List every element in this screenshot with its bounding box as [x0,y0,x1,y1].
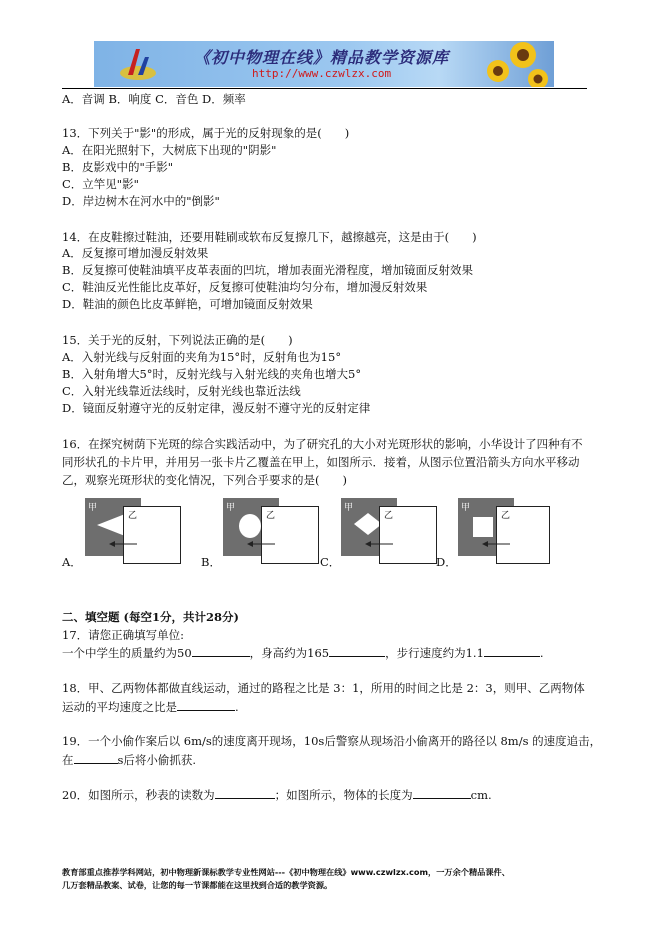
q16-line-1: 16．在探究树荫下光斑的综合实践活动中，为了研究孔的大小对光斑形状的影响，小华设计了四种有不 [62,437,583,451]
q18-text: 运动的平均速度之比是 [62,700,177,714]
q20-line [62,787,492,802]
q19-text-b: s后将小偷抓获. [117,753,197,767]
q14-option-a: A．反复擦可增加漫反射效果 [62,246,209,260]
footer-line-2: 几万套精品教案、试卷，让您的每一节课都能在这里找到合适的教学资源。 [62,880,333,890]
q17-text-a: 一个中学生的质量约为50 [62,646,192,660]
q15-option-d: D．镜面反射遵守光的反射定律，漫反射不遵守光的反射定律 [62,401,371,415]
q15-option-c: C．入射光线靠近法线时，反射光线也靠近法线 [62,384,301,398]
q20-text-a: 20．如图所示，秒表的读数为 [62,788,215,802]
q16-line-2: 同形状孔的卡片甲，并用另一张卡片乙覆盖在甲上，如图所示．接着，从图示位置沿箭头方向水平移动 [62,455,580,469]
q17-blank-height[interactable] [329,645,385,657]
q17-answer-line [62,645,544,660]
card-jia-label: 甲 [88,503,98,513]
q16-line-3: 乙，观察光斑形状的变化情况，下列合乎要求的是( ) [62,473,347,487]
q18-text-end: . [235,700,239,714]
q15-stem: 15．关于光的反射，下列说法正确的是( ) [62,333,293,347]
q18-line-2 [62,699,239,714]
q19-line-1: 19．一个小偷作案后以 6m/s的速度离开现场，10s后警察从现场沿小偷离开的路径以 8m/s 的速度追击， [62,734,602,748]
q13-stem: 13．下列关于"影"的形成，属于光的反射现象的是( ) [62,126,350,140]
page-footer [62,866,602,892]
q20-blank-stopwatch[interactable] [215,787,275,799]
q16-option-d-label: D． [436,555,457,569]
q12-options: A．音调 B．响度 C．音色 D．频率 [62,92,246,106]
q13-option-d: D．岸边树木在河水中的"倒影" [62,194,220,208]
q20-blank-length[interactable] [413,787,471,799]
q19-blank-time[interactable] [74,752,118,764]
card-jia-label: 甲 [461,503,471,513]
q14-option-b: B．反复擦可使鞋油填平皮革表面的凹坑，增加表面光滑程度，增加镜面反射效果 [62,263,473,277]
banner-url: http://www.czwlzx.com [252,67,392,80]
q15-option-a: A．入射光线与反射面的夹角为15°时，反射角也为15° [62,350,342,364]
header-banner [94,41,554,87]
q17-blank-speed[interactable] [484,645,540,657]
footer-line-1: 教育部重点推荐学科网站，初中物理新课标教学专业性网站---《初中物理在线》www.czwlzx.com，一万余个精品课件、 [62,867,510,877]
q14-option-d: D．鞋油的颜色比皮革鲜艳，可增加镜面反射效果 [62,297,313,311]
q13-option-b: B．皮影戏中的"手影" [62,160,174,174]
card-yi-label: 乙 [266,511,276,521]
q19-text-a: 在 [62,753,74,767]
card-yi-label: 乙 [128,511,138,521]
arrow-left-icon [247,540,277,548]
sunflower-icon [478,41,548,87]
q16-option-c-label: C． [320,555,341,569]
card-yi-label: 乙 [384,511,394,521]
q14-option-c: C．鞋油反光性能比皮革好，反复擦可使鞋油均匀分布，增加漫反射效果 [62,280,428,294]
section-heading-fill-in: 二、填空题 (每空1分，共计28分) [62,610,239,624]
q19-line-2 [62,752,196,767]
arrow-left-icon [109,540,139,548]
header-divider [62,88,587,89]
q17-text-end: . [539,646,544,660]
q14-stem: 14．在皮鞋擦过鞋油，还要用鞋刷或软布反复擦几下，越擦越亮，这是由于( ) [62,230,477,244]
banner-title: 《初中物理在线》精品教学资源库 [194,48,450,67]
q18-blank-ratio[interactable] [177,699,235,711]
card-yi-label: 乙 [501,511,511,521]
q17-text-b: ，身高约为165 [249,646,330,660]
arrow-left-icon [365,540,395,548]
card-jia-label: 甲 [344,503,354,513]
site-logo-icon [118,45,158,83]
q17-text-c: ，步行速度约为1.1 [385,646,484,660]
q13-option-c: C．立竿见"影" [62,177,139,191]
q17-stem: 17．请您正确填写单位: [62,628,185,642]
q20-text-b: ；如图所示，物体的长度为 [274,788,413,802]
q20-text-c: cm. [470,788,492,802]
square-hole-icon [472,516,496,538]
q15-option-b: B．入射角增大5°时，反射光线与入射光线的夹角也增大5° [62,367,362,381]
card-jia-label: 甲 [226,503,236,513]
q13-option-a: A．在阳光照射下，大树底下出现的"阴影" [62,143,277,157]
q18-line-1: 18．甲、乙两物体都做直线运动，通过的路程之比是 3：1，所用的时间之比是 2：3，则甲、乙两物体 [62,681,585,695]
q16-option-b-label: B． [201,555,221,569]
arrow-left-icon [482,540,512,548]
q17-blank-mass[interactable] [192,645,250,657]
q16-option-a-label: A． [62,555,82,569]
